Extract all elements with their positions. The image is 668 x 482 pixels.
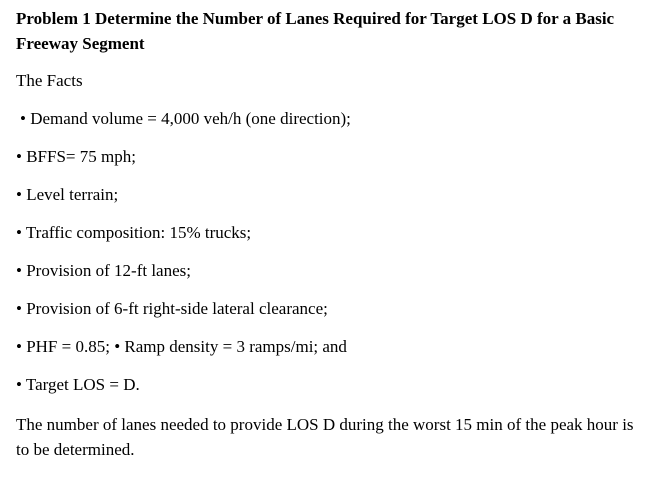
fact-target-los: • Target LOS = D. xyxy=(16,375,140,394)
fact-traffic-composition: • Traffic composition: 15% trucks; xyxy=(16,223,252,242)
problem-conclusion: The number of lanes needed to provide LOS D during the worst 15 min of the peak hour is to be determined. xyxy=(16,415,634,459)
fact-bffs: • BFFS= 75 mph; xyxy=(16,147,136,166)
fact-lateral-clearance: • Provision of 6-ft right-side lateral clearance; xyxy=(16,299,328,318)
problem-title: Problem 1 Determine the Number of Lanes Required for Target LOS D for a Basic Freeway Segment xyxy=(16,9,615,53)
document-page xyxy=(16,6,656,459)
fact-lane-width: • Provision of 12-ft lanes; xyxy=(16,261,191,280)
fact-phf-ramp-density: • PHF = 0.85; • Ramp density = 3 ramps/mi; and xyxy=(16,337,347,356)
facts-heading: The Facts xyxy=(16,71,83,90)
fact-demand-volume: • Demand volume = 4,000 veh/h (one direction); xyxy=(20,109,351,128)
fact-terrain: • Level terrain; xyxy=(16,185,119,204)
